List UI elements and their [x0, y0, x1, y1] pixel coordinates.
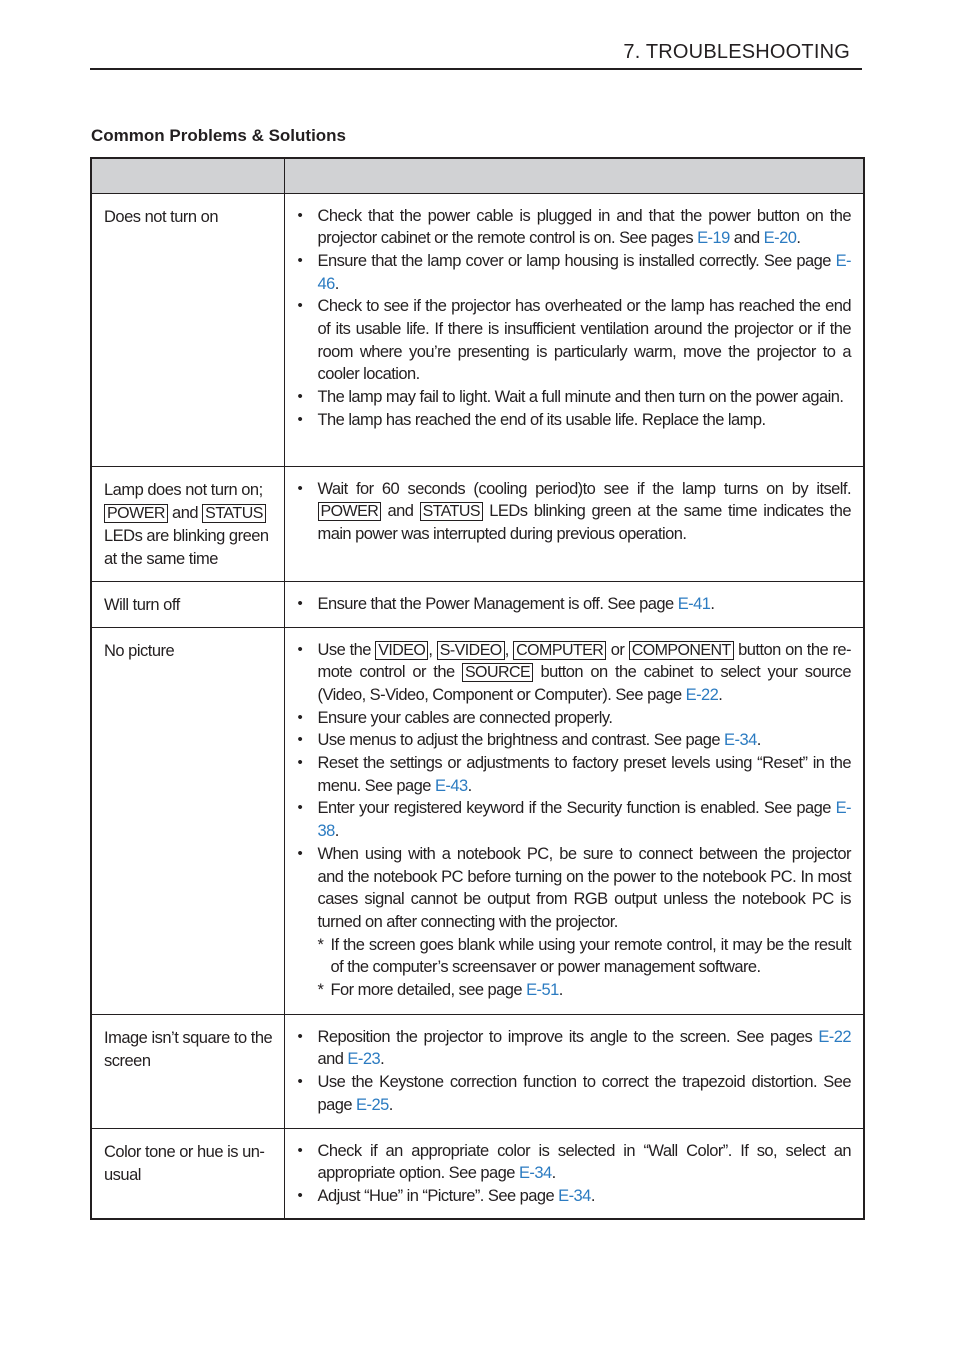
- problem-cell: No picture: [91, 627, 284, 1014]
- note-item: * For more detailed, see page E-51.: [317, 981, 563, 1000]
- power-key-label: POWER: [104, 504, 168, 523]
- table-row: [91, 1014, 864, 1128]
- page-header: [90, 38, 862, 70]
- video-key-label: VIDEO: [375, 641, 428, 660]
- status-key-label: STATUS: [420, 502, 483, 521]
- component-key-label: COMPONENT: [629, 641, 734, 660]
- problem-cell: Image isn’t square to the screen: [91, 1014, 284, 1128]
- solution-item: • Ensure that the lamp cover or lamp housing is installed correctly. See page E-46.: [297, 251, 851, 293]
- problem-cell: Does not turn on: [91, 193, 284, 466]
- problem-cell: Will turn off: [91, 581, 284, 627]
- page-link[interactable]: E-20: [763, 229, 797, 248]
- solution-cell: [284, 581, 864, 627]
- problems-table: [90, 157, 865, 1220]
- page-link[interactable]: E-22: [685, 685, 719, 704]
- page-link[interactable]: E-34: [558, 1186, 591, 1205]
- header-cell-solution: [284, 158, 864, 193]
- problem-cell: Color tone or hue is un- usual: [91, 1128, 284, 1219]
- power-key-label: POWER: [318, 502, 382, 521]
- table-row: [91, 1128, 864, 1219]
- solution-item: • Reset the settings or adjustments to factory preset levels using “Reset” in the menu. See page E-43.: [297, 754, 851, 795]
- page-link[interactable]: E-43: [434, 776, 468, 795]
- s-video-key-label: S-VIDEO: [437, 641, 505, 660]
- solution-item: • Ensure your cables are connected properly.: [297, 708, 613, 727]
- section-title: Common Problems & Solutions: [91, 126, 347, 145]
- solution-cell: [284, 1014, 864, 1128]
- solution-item: • Use menus to adjust the brightness and contrast. See page E-34.: [297, 731, 761, 750]
- solution-item: • When using with a notebook PC, be sure to connect between the projector and the notebook PC before turning on the power to the notebook PC. In most cases signal cannot be output from RGB output unless the notebook PC is turned on after connecting with the projector.: [297, 844, 851, 931]
- page-link[interactable]: E-51: [526, 981, 559, 1000]
- table-row: [91, 193, 864, 466]
- page-link[interactable]: E-34: [518, 1164, 552, 1183]
- table-header-row: [91, 158, 864, 193]
- solution-item: • Wait for 60 seconds (cooling period)to see if the lamp turns on by itself. POWER and STATUS LEDs blinking green at the same time indicates the main power was interrupted during previous operation.: [297, 479, 851, 543]
- status-key-label: STATUS: [202, 504, 266, 523]
- note-item: * If the screen goes blank while using your remote control, it may be the result of the computer’s screensaver or power management software.: [317, 935, 851, 977]
- page-link[interactable]: E-34: [724, 731, 757, 750]
- chapter-title: 7. TROUBLESHOOTING: [623, 41, 850, 63]
- solution-cell: [284, 193, 864, 466]
- solution-item: • Use the Keystone correction function to correct the trapezoid distortion. See page E-25.: [297, 1072, 851, 1114]
- solution-item: • Use the VIDEO , S-VIDEO , COMPUTER or COMPONENT button on the re- mote control or the SOURCE button on the cabinet to select your source (Video, S-Video, Component or Computer). See page E-22.: [297, 640, 851, 704]
- solution-cell: [284, 1128, 864, 1219]
- solution-item: • Check if an appropriate color is selected in “Wall Color”. If so, select an appropriate option. See page E-34.: [297, 1141, 851, 1183]
- page-link[interactable]: E-46: [317, 251, 851, 293]
- solution-cell: [284, 627, 864, 1014]
- solution-item: • The lamp may fail to light. Wait a full minute and then turn on the power again.: [297, 388, 844, 407]
- page-link[interactable]: E-41: [677, 594, 711, 613]
- table-row: [91, 581, 864, 627]
- solution-item: • Enter your registered keyword if the Security function is enabled. See page E-38.: [297, 799, 851, 841]
- solution-item: • Ensure that the Power Management is off. See page E-41.: [297, 594, 715, 613]
- page-link[interactable]: E-22: [818, 1027, 851, 1046]
- solution-item: • The lamp has reached the end of its usable life. Replace the lamp.: [297, 410, 766, 429]
- solution-cell: [284, 466, 864, 581]
- note-block: [295, 934, 852, 1002]
- solution-item: • Adjust “Hue” in “Picture”. See page E-34.: [297, 1186, 595, 1205]
- source-key-label: SOURCE: [462, 663, 533, 682]
- table-row: [91, 466, 864, 581]
- page-link[interactable]: E-38: [317, 799, 851, 841]
- table-row: [91, 627, 864, 1014]
- header-cell-problem: [91, 158, 284, 193]
- solution-item: • Check to see if the projector has overheated or the lamp has reached the end of its usable life. If there is insufficient ventilation around the projector or if the room where you’re presenting is particularly warm, move the projector to a cooler location.: [297, 297, 851, 384]
- computer-key-label: COMPUTER: [513, 641, 606, 660]
- page-link[interactable]: E-25: [356, 1095, 389, 1114]
- solution-item: • Reposition the projector to improve its angle to the screen. See pages E-22 and E-23.: [297, 1027, 851, 1069]
- page-link[interactable]: E-19: [697, 229, 730, 248]
- problem-cell: Lamp does not turn on; POWER and STATUS LEDs are blinking green at the same time: [91, 466, 284, 581]
- page-link[interactable]: E-23: [347, 1050, 381, 1069]
- solution-item: • Check that the power cable is plugged in and that the power button on the projector cabinet or the remote control is on. See pages E-19 and E-20.: [297, 206, 851, 248]
